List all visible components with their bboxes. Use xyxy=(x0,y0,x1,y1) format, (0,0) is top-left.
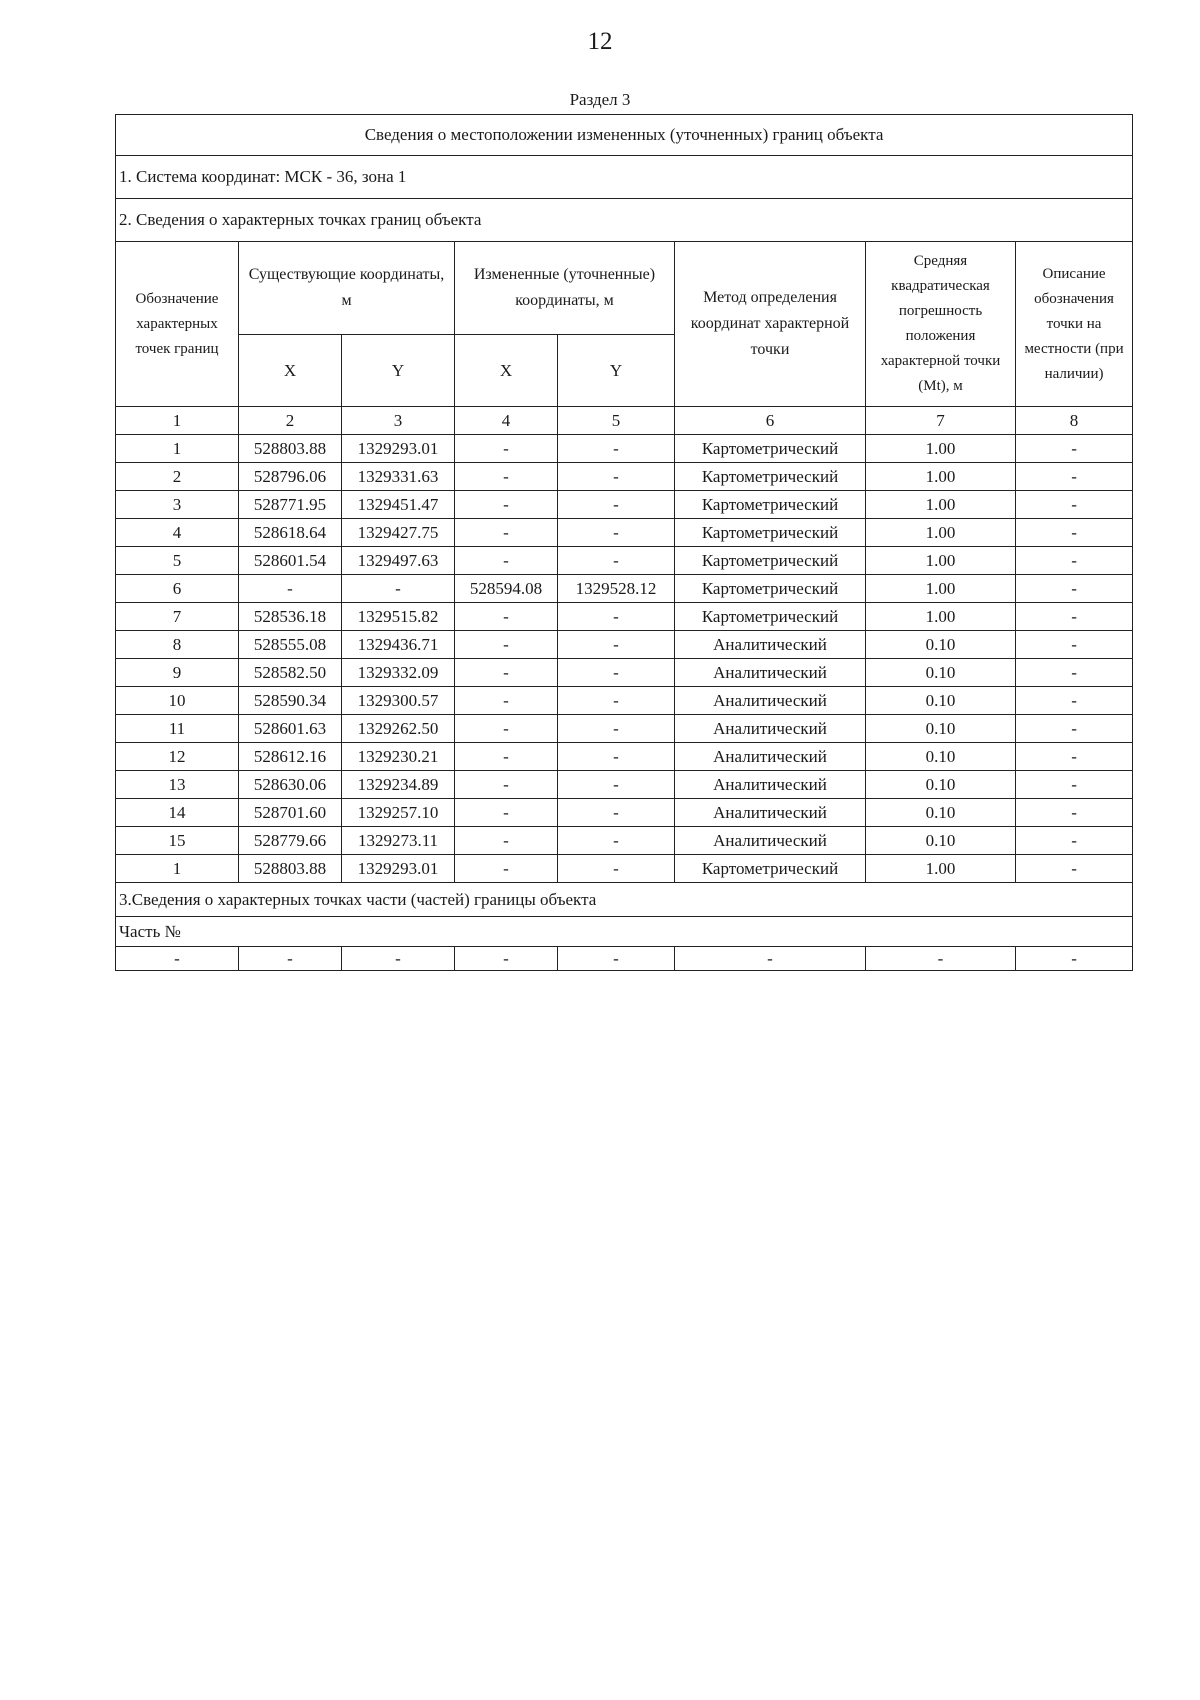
header-existing-y: Y xyxy=(342,335,455,407)
coordinate-system: 1. Система координат: МСК - 36, зона 1 xyxy=(116,156,1133,199)
point-number-cell: 8 xyxy=(116,631,239,659)
mean-error-cell: 0.10 xyxy=(866,687,1016,715)
column-number: 6 xyxy=(675,407,866,435)
changed-y-cell: - xyxy=(558,771,675,799)
changed-y-cell: - xyxy=(558,519,675,547)
part-cell: - xyxy=(866,947,1016,971)
header-changed-y: Y xyxy=(558,335,675,407)
changed-x-cell: - xyxy=(455,687,558,715)
description-cell: - xyxy=(1016,855,1133,883)
part-cell: - xyxy=(455,947,558,971)
changed-y-cell: - xyxy=(558,631,675,659)
point-number-cell: 13 xyxy=(116,771,239,799)
changed-x-cell: - xyxy=(455,799,558,827)
method-cell: Картометрический xyxy=(675,547,866,575)
header-changed-coords: Измененные (уточненные) координаты, м xyxy=(455,242,675,335)
mean-error-cell: 1.00 xyxy=(866,491,1016,519)
header-changed-x: X xyxy=(455,335,558,407)
description-cell: - xyxy=(1016,715,1133,743)
changed-x-cell: - xyxy=(455,491,558,519)
existing-x-cell: 528601.63 xyxy=(239,715,342,743)
changed-x-cell: - xyxy=(455,603,558,631)
changed-y-cell: - xyxy=(558,715,675,743)
existing-y-cell: 1329497.63 xyxy=(342,547,455,575)
mean-error-cell: 0.10 xyxy=(866,799,1016,827)
changed-y-cell: - xyxy=(558,435,675,463)
mean-error-cell: 0.10 xyxy=(866,827,1016,855)
part-row xyxy=(116,947,1133,971)
column-number: 1 xyxy=(116,407,239,435)
mean-error-cell: 1.00 xyxy=(866,603,1016,631)
existing-x-cell: 528771.95 xyxy=(239,491,342,519)
point-number-cell: 12 xyxy=(116,743,239,771)
description-cell: - xyxy=(1016,799,1133,827)
method-cell: Картометрический xyxy=(675,519,866,547)
mean-error-cell: 1.00 xyxy=(866,575,1016,603)
existing-y-cell: 1329230.21 xyxy=(342,743,455,771)
changed-y-cell: - xyxy=(558,547,675,575)
method-cell: Аналитический xyxy=(675,771,866,799)
point-number-cell: 6 xyxy=(116,575,239,603)
header-mean-error: Средняя квадратическая погрешность положения характерной точки (Mt), м xyxy=(866,242,1016,407)
changed-y-cell: - xyxy=(558,463,675,491)
existing-x-cell: 528536.18 xyxy=(239,603,342,631)
existing-y-cell: 1329300.57 xyxy=(342,687,455,715)
mean-error-cell: 1.00 xyxy=(866,855,1016,883)
part-cell: - xyxy=(342,947,455,971)
changed-y-cell: - xyxy=(558,855,675,883)
method-cell: Картометрический xyxy=(675,491,866,519)
changed-x-cell: - xyxy=(455,771,558,799)
method-cell: Аналитический xyxy=(675,827,866,855)
description-cell: - xyxy=(1016,771,1133,799)
column-number: 3 xyxy=(342,407,455,435)
description-cell: - xyxy=(1016,547,1133,575)
table-row xyxy=(116,799,1133,827)
column-number: 4 xyxy=(455,407,558,435)
point-number-cell: 14 xyxy=(116,799,239,827)
description-cell: - xyxy=(1016,631,1133,659)
changed-y-cell: - xyxy=(558,687,675,715)
column-number: 5 xyxy=(558,407,675,435)
method-cell: Картометрический xyxy=(675,435,866,463)
existing-y-cell: - xyxy=(342,575,455,603)
part-cell: - xyxy=(675,947,866,971)
method-cell: Аналитический xyxy=(675,715,866,743)
table-row xyxy=(116,463,1133,491)
header-method: Метод определения координат характерной точки xyxy=(675,242,866,407)
point-number-cell: 4 xyxy=(116,519,239,547)
existing-x-cell: 528590.34 xyxy=(239,687,342,715)
point-number-cell: 1 xyxy=(116,435,239,463)
column-number: 8 xyxy=(1016,407,1133,435)
table-row xyxy=(116,743,1133,771)
point-number-cell: 15 xyxy=(116,827,239,855)
changed-y-cell: - xyxy=(558,827,675,855)
part-cell: - xyxy=(1016,947,1133,971)
changed-y-cell: - xyxy=(558,743,675,771)
table-row xyxy=(116,519,1133,547)
description-cell: - xyxy=(1016,435,1133,463)
header-existing-x: X xyxy=(239,335,342,407)
description-cell: - xyxy=(1016,463,1133,491)
mean-error-cell: 0.10 xyxy=(866,743,1016,771)
method-cell: Аналитический xyxy=(675,687,866,715)
changed-x-cell: - xyxy=(455,547,558,575)
existing-y-cell: 1329293.01 xyxy=(342,435,455,463)
table-row xyxy=(116,575,1133,603)
description-cell: - xyxy=(1016,659,1133,687)
changed-x-cell: - xyxy=(455,519,558,547)
part-number-label: Часть № xyxy=(116,917,1133,947)
page-number: 12 xyxy=(587,28,613,55)
point-number-cell: 1 xyxy=(116,855,239,883)
column-numbers-row xyxy=(116,407,1133,435)
column-number: 2 xyxy=(239,407,342,435)
column-number: 7 xyxy=(866,407,1016,435)
point-number-cell: 2 xyxy=(116,463,239,491)
changed-y-cell: - xyxy=(558,799,675,827)
table-row xyxy=(116,547,1133,575)
existing-y-cell: 1329515.82 xyxy=(342,603,455,631)
method-cell: Аналитический xyxy=(675,743,866,771)
part-section-title: 3.Сведения о характерных точках части (частей) границы объекта xyxy=(116,883,1133,917)
existing-x-cell: 528555.08 xyxy=(239,631,342,659)
changed-y-cell: 1329528.12 xyxy=(558,575,675,603)
existing-x-cell: 528618.64 xyxy=(239,519,342,547)
changed-x-cell: - xyxy=(455,631,558,659)
existing-y-cell: 1329436.71 xyxy=(342,631,455,659)
existing-y-cell: 1329293.01 xyxy=(342,855,455,883)
description-cell: - xyxy=(1016,519,1133,547)
description-cell: - xyxy=(1016,491,1133,519)
table-row xyxy=(116,687,1133,715)
existing-x-cell: 528582.50 xyxy=(239,659,342,687)
existing-x-cell: 528803.88 xyxy=(239,435,342,463)
point-number-cell: 5 xyxy=(116,547,239,575)
existing-y-cell: 1329262.50 xyxy=(342,715,455,743)
existing-x-cell: 528601.54 xyxy=(239,547,342,575)
part-cell: - xyxy=(558,947,675,971)
changed-x-cell: 528594.08 xyxy=(455,575,558,603)
existing-y-cell: 1329331.63 xyxy=(342,463,455,491)
point-number-cell: 10 xyxy=(116,687,239,715)
method-cell: Картометрический xyxy=(675,855,866,883)
changed-x-cell: - xyxy=(455,855,558,883)
header-description: Описание обозначения точки на местности (при наличии) xyxy=(1016,242,1133,407)
existing-y-cell: 1329451.47 xyxy=(342,491,455,519)
part-cell: - xyxy=(116,947,239,971)
description-cell: - xyxy=(1016,575,1133,603)
existing-y-cell: 1329427.75 xyxy=(342,519,455,547)
mean-error-cell: 1.00 xyxy=(866,463,1016,491)
mean-error-cell: 0.10 xyxy=(866,715,1016,743)
table-title: Сведения о местоположении измененных (уточненных) границ объекта xyxy=(116,115,1133,156)
changed-x-cell: - xyxy=(455,435,558,463)
point-number-cell: 11 xyxy=(116,715,239,743)
existing-x-cell: 528612.16 xyxy=(239,743,342,771)
table-row xyxy=(116,491,1133,519)
existing-x-cell: - xyxy=(239,575,342,603)
existing-x-cell: 528796.06 xyxy=(239,463,342,491)
point-number-cell: 7 xyxy=(116,603,239,631)
description-cell: - xyxy=(1016,743,1133,771)
table-row xyxy=(116,855,1133,883)
point-number-cell: 3 xyxy=(116,491,239,519)
existing-y-cell: 1329257.10 xyxy=(342,799,455,827)
existing-x-cell: 528779.66 xyxy=(239,827,342,855)
section-title: Раздел 3 xyxy=(569,90,631,109)
method-cell: Аналитический xyxy=(675,659,866,687)
existing-x-cell: 528630.06 xyxy=(239,771,342,799)
header-existing-coords: Существующие координаты, м xyxy=(239,242,455,335)
mean-error-cell: 0.10 xyxy=(866,631,1016,659)
table-row xyxy=(116,827,1133,855)
existing-x-cell: 528701.60 xyxy=(239,799,342,827)
table-row xyxy=(116,435,1133,463)
description-cell: - xyxy=(1016,603,1133,631)
description-cell: - xyxy=(1016,687,1133,715)
mean-error-cell: 1.00 xyxy=(866,547,1016,575)
changed-x-cell: - xyxy=(455,659,558,687)
changed-x-cell: - xyxy=(455,827,558,855)
method-cell: Картометрический xyxy=(675,575,866,603)
changed-y-cell: - xyxy=(558,659,675,687)
mean-error-cell: 0.10 xyxy=(866,659,1016,687)
table-row xyxy=(116,603,1133,631)
table-row xyxy=(116,771,1133,799)
table-row xyxy=(116,659,1133,687)
boundary-points-table xyxy=(115,114,1133,971)
changed-x-cell: - xyxy=(455,715,558,743)
method-cell: Картометрический xyxy=(675,603,866,631)
table-row xyxy=(116,631,1133,659)
changed-x-cell: - xyxy=(455,463,558,491)
header-point-designation: Обозначение характерных точек границ xyxy=(116,242,239,407)
mean-error-cell: 0.10 xyxy=(866,771,1016,799)
existing-x-cell: 528803.88 xyxy=(239,855,342,883)
existing-y-cell: 1329234.89 xyxy=(342,771,455,799)
part-cell: - xyxy=(239,947,342,971)
description-cell: - xyxy=(1016,827,1133,855)
changed-x-cell: - xyxy=(455,743,558,771)
method-cell: Картометрический xyxy=(675,463,866,491)
table-row xyxy=(116,715,1133,743)
points-section-title: 2. Сведения о характерных точках границ объекта xyxy=(116,199,1133,242)
changed-y-cell: - xyxy=(558,491,675,519)
mean-error-cell: 1.00 xyxy=(866,519,1016,547)
changed-y-cell: - xyxy=(558,603,675,631)
mean-error-cell: 1.00 xyxy=(866,435,1016,463)
existing-y-cell: 1329332.09 xyxy=(342,659,455,687)
existing-y-cell: 1329273.11 xyxy=(342,827,455,855)
method-cell: Аналитический xyxy=(675,631,866,659)
point-number-cell: 9 xyxy=(116,659,239,687)
method-cell: Аналитический xyxy=(675,799,866,827)
